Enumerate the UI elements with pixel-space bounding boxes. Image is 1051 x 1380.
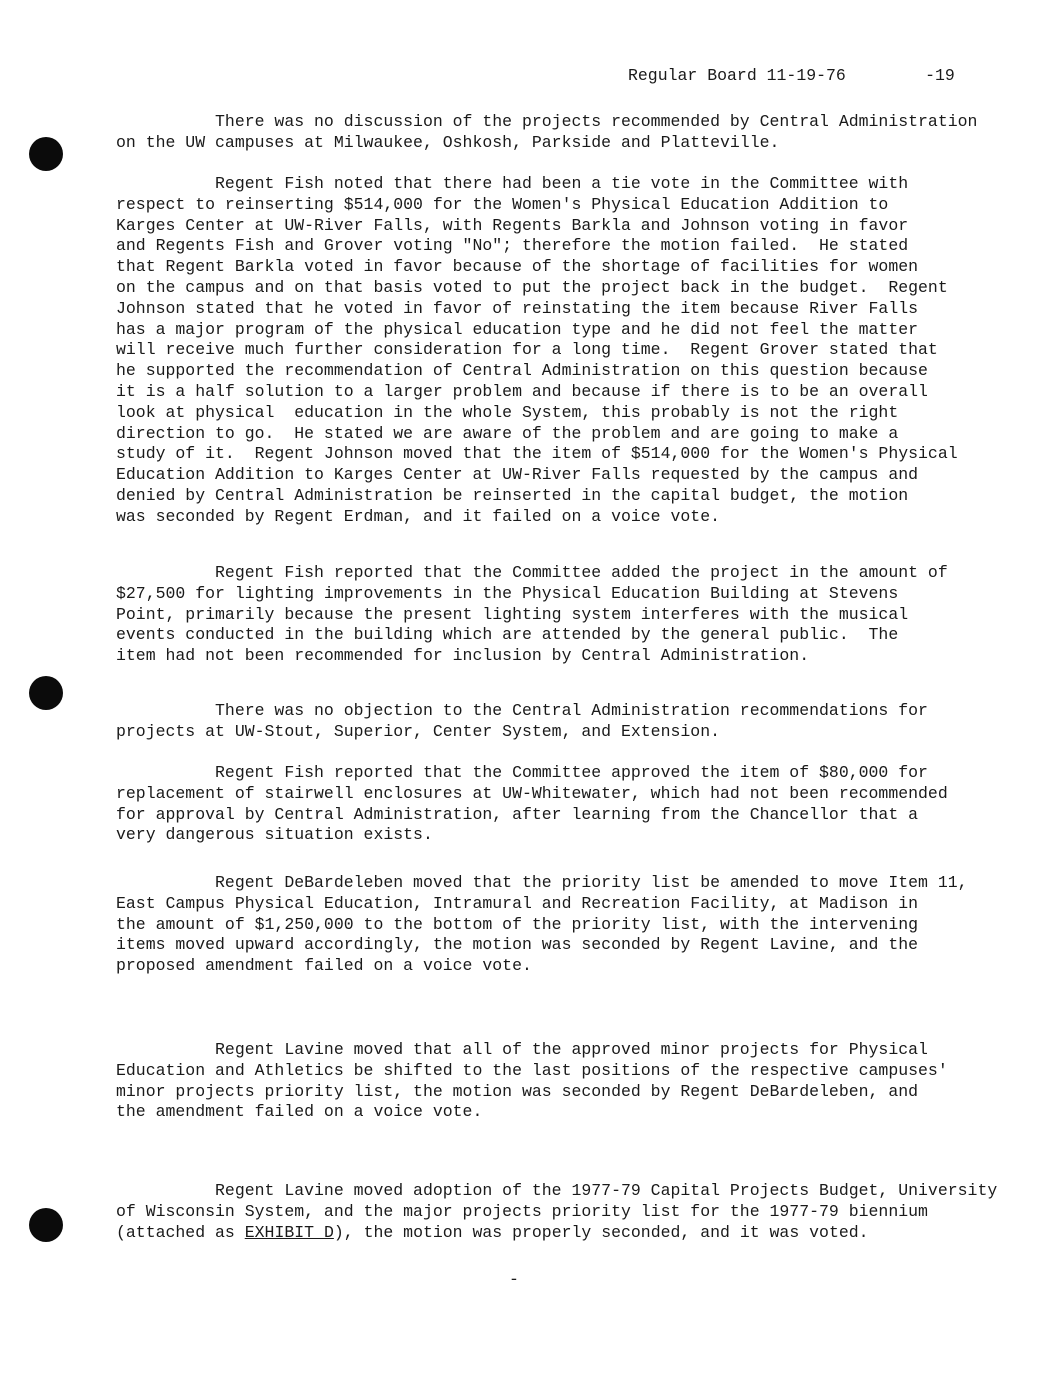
punch-hole-middle [29,676,63,710]
header-title: Regular Board 11-19-76 [628,66,846,85]
paragraph-8-text-before: Regent Lavine moved adoption of the 1977-79 Capital Projects Budget, University of Wisconsin System, and the major projects priority list for the 1977-79 biennium (attached as [116,1181,998,1242]
paragraph-3: Regent Fish reported that the Committee added the project in the amount of $27,500 for lighting improvements in the Physical Education Building at Stevens Point, primarily because the present lighting system interferes with the musical events conducted in the building which are attended by the general public. The item had not been recommended for inclusion by Central Administration. [116,563,948,666]
page-number: -19 [925,66,955,85]
footer-mark: - [509,1270,519,1289]
paragraph-6: Regent DeBardeleben moved that the priority list be amended to move Item 11, East Campus Physical Education, Intramural and Recreation Facility, at Madison in the amount of $1,250,000 to the bottom of the priority list, with the intervening items moved upward accordingly, the motion was seconded by Regent Lavine, and the proposed amendment failed on a voice vote. [116,873,968,976]
paragraph-8-text-after: ), the motion was properly seconded, and it was voted. [333,1222,869,1242]
paragraph-5: Regent Fish reported that the Committee approved the item of $80,000 for replacement of stairwell enclosures at UW-Whitewater, which had not been recommended for approval by Central Administration, after learning from the Chancellor that a very dangerous situation exists. [116,763,948,845]
paragraph-4: There was no objection to the Central Administration recommendations for projects at UW-Stout, Superior, Center System, and Extension. [116,701,928,741]
paragraph-7: Regent Lavine moved that all of the approved minor projects for Physical Education and Athletics be shifted to the last positions of the respective campuses' minor projects priority list, the motion was seconded by Regent DeBardeleben, and the amendment failed on a voice vote. [116,1040,948,1122]
paragraph-2: Regent Fish noted that there had been a tie vote in the Committee with respect to reinserting $514,000 for the Women's Physical Education Addition to Karges Center at UW-River Falls, with Regents Barkla and Johnson voting in favor and Regents Fish and Grover voting "No"; therefore the motion failed. He stated that Regent Barkla voted in favor because of the shortage of facilities for women on the campus and on that basis voted to put the project back in the budget. Regent Johnson stated that he voted in favor of reinstating the item because River Falls has a major program of the physical education type and he did not feel the matter will receive much further consideration for a long time. Regent Grover stated that he supported the recommendation of Central Administration on this question because it is a half solution to a larger problem and because if there is to be an overall look at physical education in the whole System, this probably is not the right direction to go. He stated we are aware of the problem and are going to make a study of it. Regent Johnson moved that the item of $514,000 for the Women's Physical Education Addition to Karges Center at UW-River Falls requested by the campus and denied by Central Administration be reinserted in the capital budget, the motion was seconded by Regent Erdman, and it failed on a voice vote. [116,174,958,526]
punch-hole-bottom [29,1208,63,1242]
paragraph-1: There was no discussion of the projects recommended by Central Administration on the UW campuses at Milwaukee, Oshkosh, Parkside and Platteville. [116,112,978,152]
punch-hole-top [29,137,63,171]
page-header [628,66,955,85]
paragraph-8 [116,1181,1016,1243]
exhibit-d-reference: EXHIBIT D [244,1222,334,1242]
